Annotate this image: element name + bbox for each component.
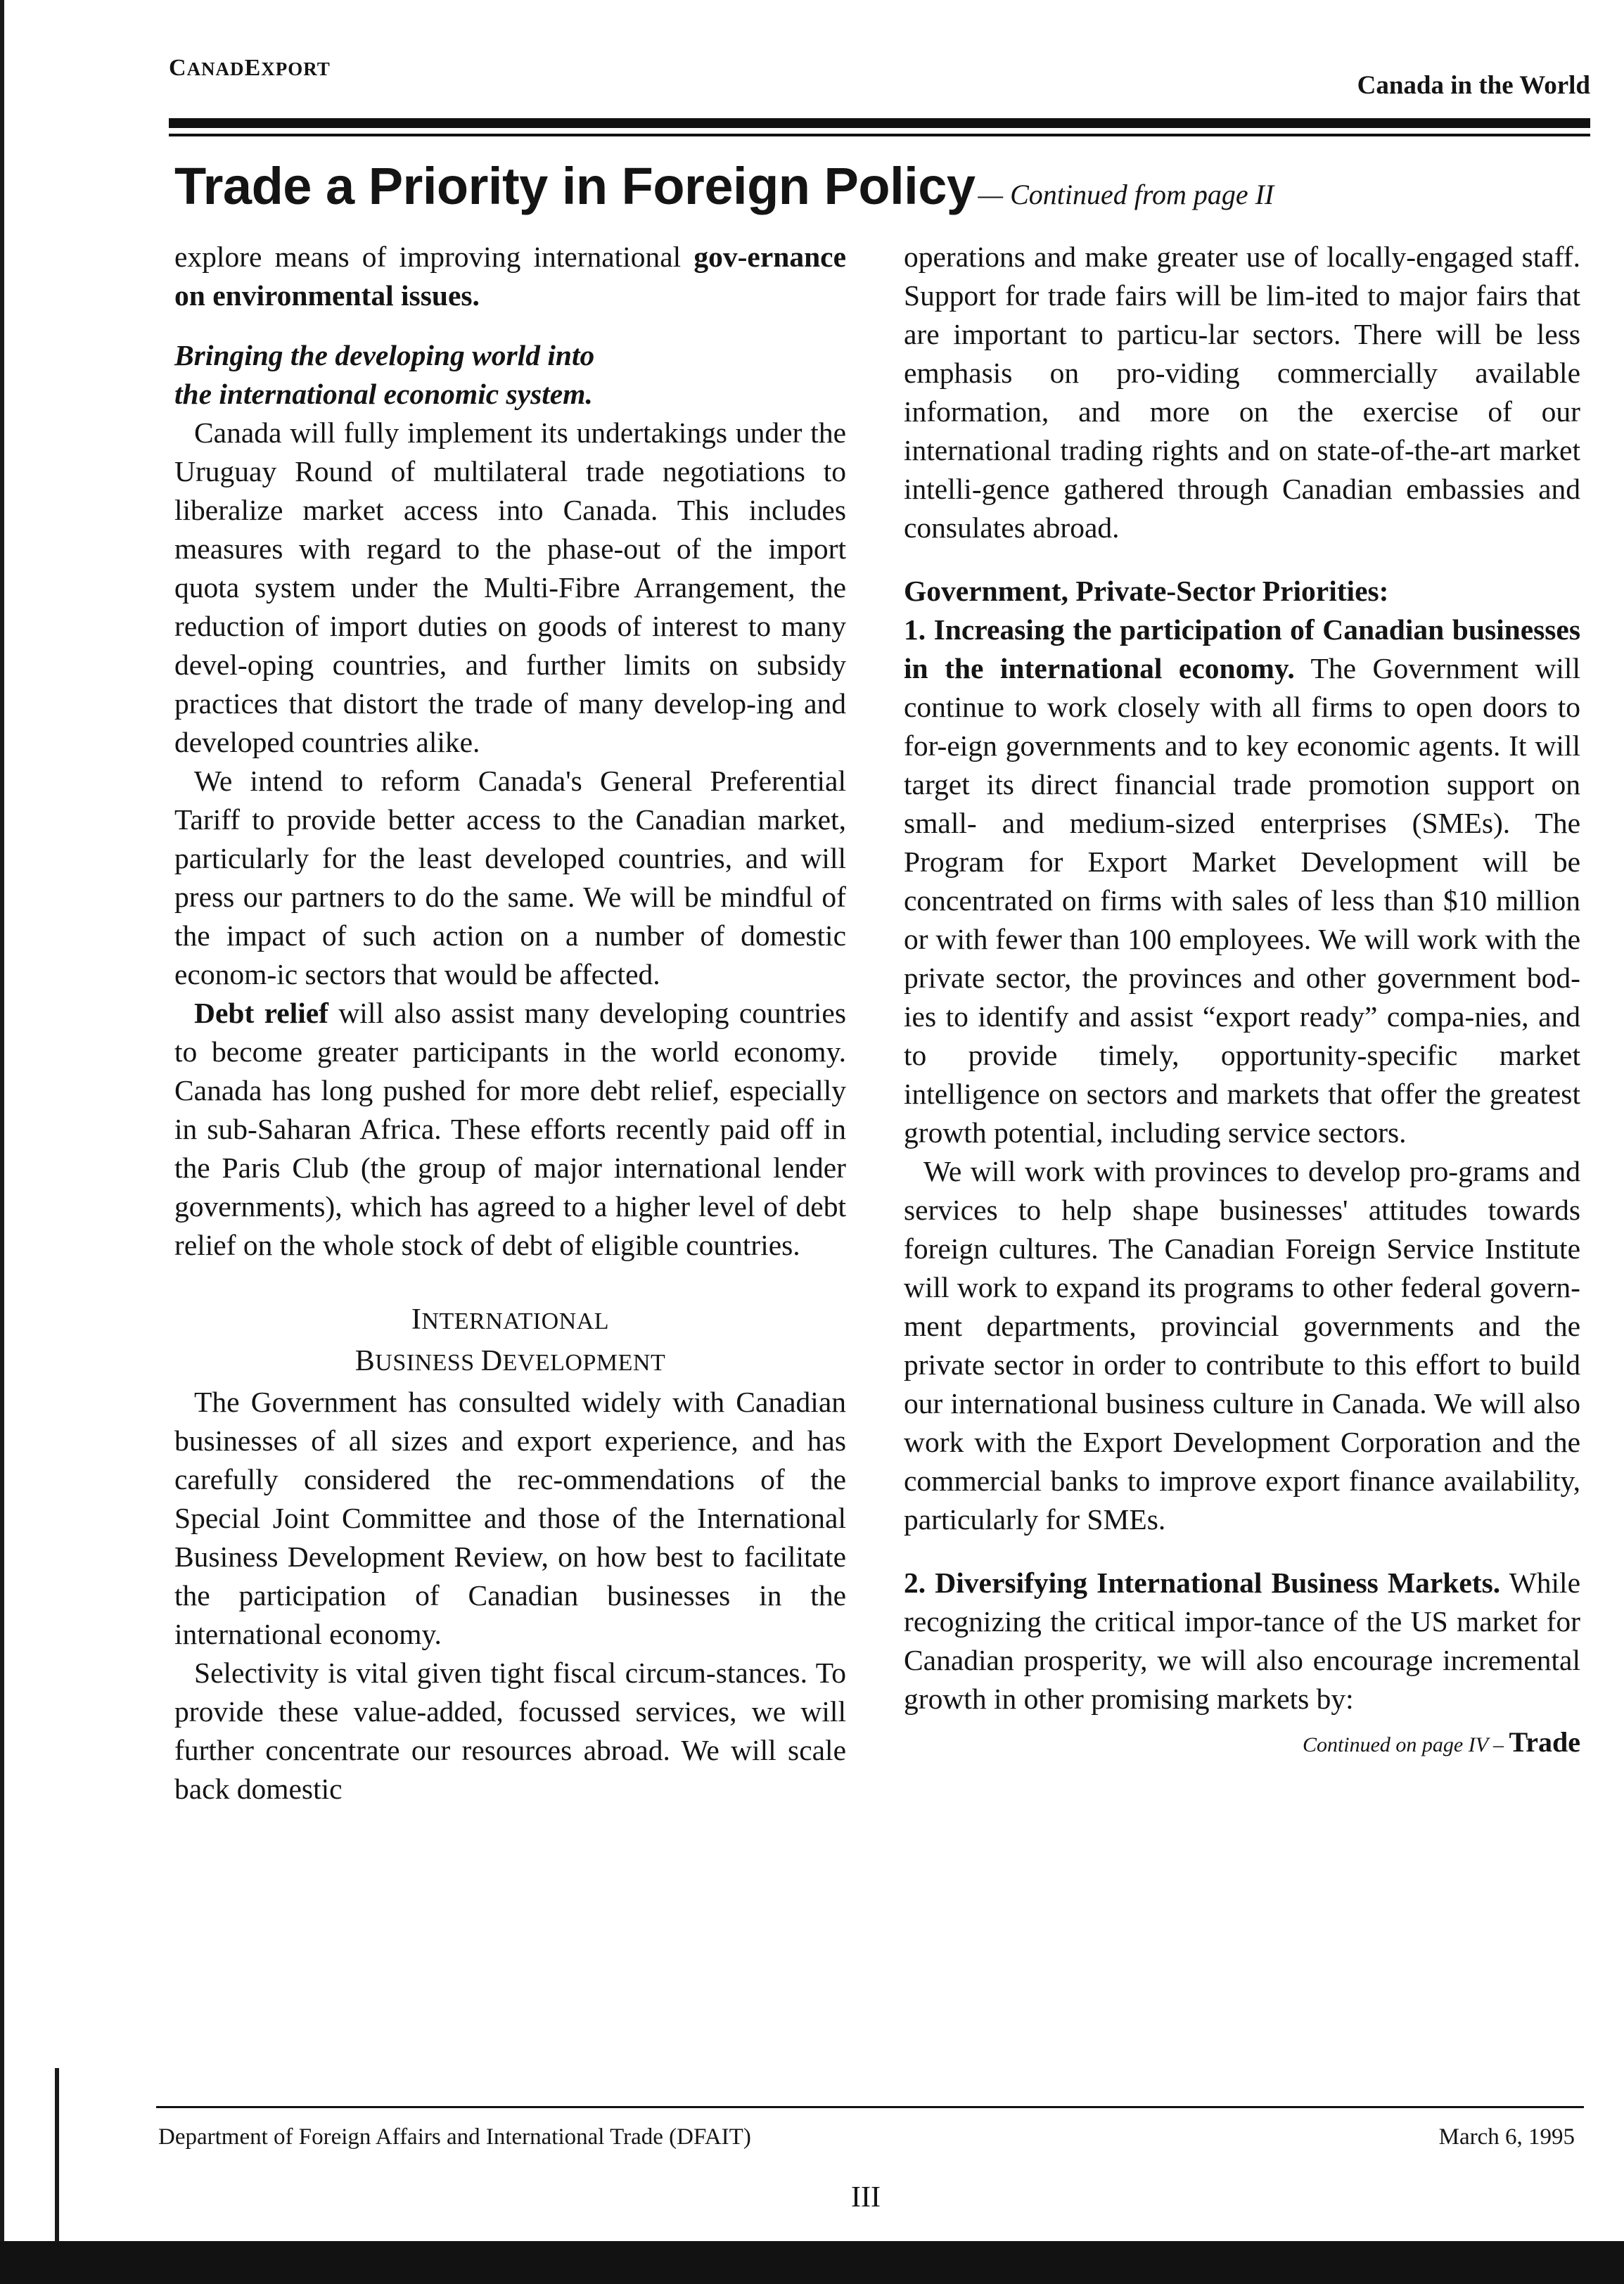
subheading: Government, Private-Sector Priorities: [904, 575, 1389, 607]
paragraph: Canada will fully implement its undertakings under the Uruguay Round of multilateral trade negotiations to liberalize market access into Canada. This includes measures with regard to the phase-out of the import quota system under the Multi-Fibre Arrangement, the reduction of import duties on goods of interest to many devel-oping countries, and further limits on subsidy practices that distort the trade of many develop-ing and developed countries alike. [174, 416, 846, 758]
paragraph: 2. Diversifying International Business Markets. While recognizing the critical impor-tance of the US market for Canadian prosperity, we will also encourage incremental growth in other promising markets by: [904, 1567, 1580, 1715]
left-column [174, 238, 846, 1808]
article-title-text: Trade a Priority in Foreign Policy [174, 157, 976, 215]
scan-bottom-edge [0, 2241, 1624, 2284]
footer-department: Department of Foreign Affairs and International Trade (DFAIT) [158, 2124, 751, 2150]
section-name: Canada in the World [1357, 71, 1590, 100]
paragraph: The Government has consulted widely with Canadian businesses of all sizes and export experience, and has carefully considered the rec-ommendations of the Special Joint Committee and those of the International Business Development Review, on how best to facilitate the participation of Canadian businesses in the international economy. [174, 1386, 846, 1650]
scan-left-edge [0, 0, 4, 2284]
footer-rule [156, 2106, 1584, 2108]
header-rule-thick [169, 118, 1590, 128]
paragraph: We intend to reform Canada's General Preferential Tariff to provide better access to the Canadian market, particularly for the least developed countries, and will press our partners to do the same. We will be mindful of the impact of such action on a number of domestic econom-ic sectors that would be affected. [174, 765, 846, 990]
paragraph: 1. Increasing the participation of Canadian businesses in the international economy. The Government will continue to work closely with all firms to open doors to for-eign governments and to key economic agents. It will target its direct financial trade promotion support on small- and medium-sized enterprises (SMEs). The Program for Export Market Development will be concentrated on firms with sales of less than $10 million or with fewer than 100 employees. We will work with the private sector, the provinces and other government bod-ies to identify and assist “export ready” compa-nies, and to provide timely, opportunity-specific market intelligence on sectors and markets that offer the greatest growth potential, including service sectors. [904, 613, 1580, 1149]
publication-name: CANADEXPORT [169, 55, 331, 81]
right-column [904, 238, 1580, 1761]
paragraph: We will work with provinces to develop pro-grams and services to help shape businesses' attitudes towards foreign cultures. The Canadian Foreign Service Institute will work to expand its programs to other federal govern-ment departments, provincial governments and the private sector in order to contribute to this effort to build our international business culture in Canada. We will also work with the Export Development Corporation and the commercial banks to improve export finance availability, particularly for SMEs. [904, 1155, 1580, 1536]
paragraph: Selectivity is vital given tight fiscal circum-stances. To provide these value-added, focussed services, we will further concentrate our resources abroad. We will scale back domestic [174, 1657, 846, 1805]
article-title [174, 156, 1274, 216]
header-rule-thin [169, 134, 1590, 136]
subheading: Bringing the developing world into the international economic system. [174, 339, 595, 410]
paragraph: operations and make greater use of locally-engaged staff. Support for trade fairs will be lim-ited to major fairs that are important to particu-lar sectors. There will be less emphasis on pro-viding commercially available information, and more on the exercise of our international trading rights and on state-of-the-art market intelli-gence gathered through Canadian embassies and consulates abroad. [904, 241, 1580, 544]
continued-from: — Continued from page II [978, 179, 1274, 210]
paragraph: explore means of improving international gov-ernance on environmental issues. [174, 241, 846, 312]
paragraph: Debt relief will also assist many developing countries to become greater participants in the world economy. Canada has long pushed for more debt relief, especially in sub-Saharan Africa. These efforts recently paid off in the Paris Club (the group of major international lender governments), which has agreed to a higher level of debt relief on the whole stock of debt of eligible countries. [174, 997, 847, 1261]
footer-date: March 6, 1995 [1438, 2124, 1575, 2150]
section-heading: INTERNATIONAL BUSINESS DEVELOPMENT [354, 1303, 666, 1377]
continued-on: Continued on page IV – Trade [1302, 1726, 1580, 1758]
page-number: III [851, 2181, 881, 2214]
